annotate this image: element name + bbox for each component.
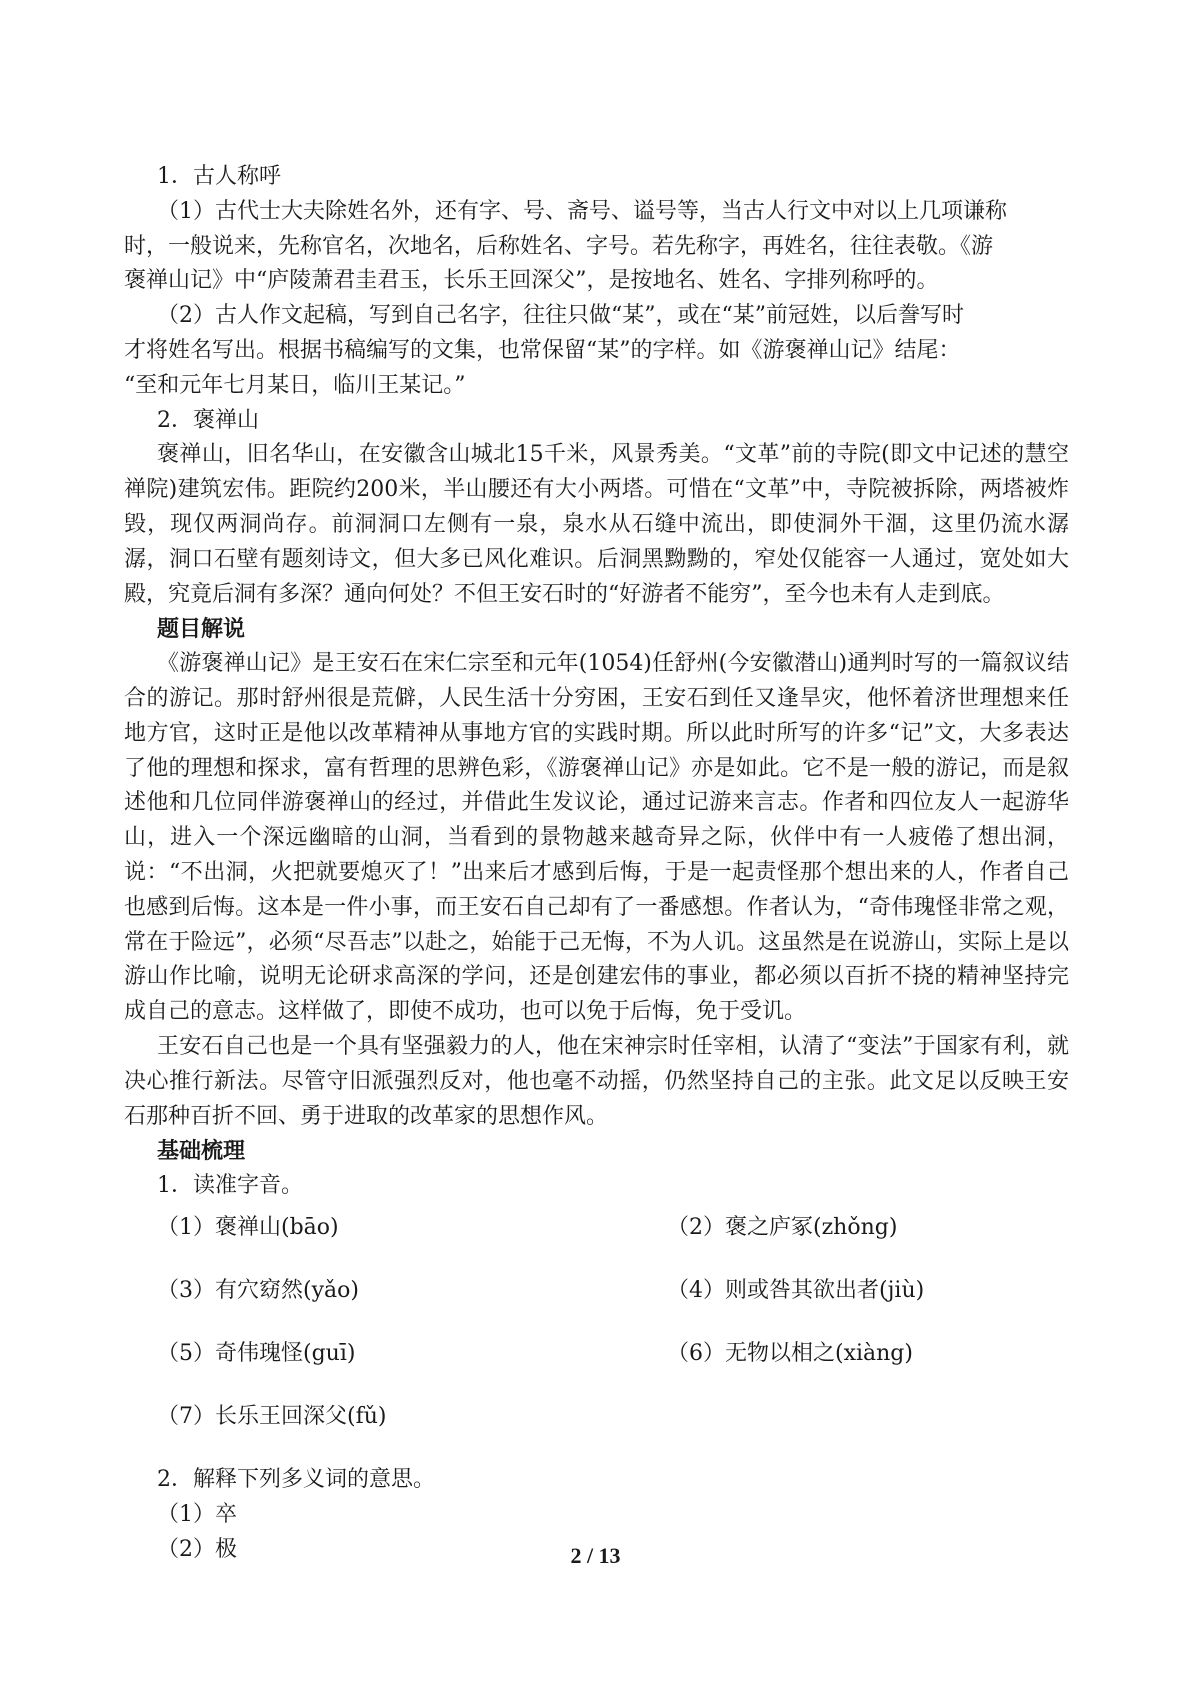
paragraph-line: 褒禅山记》中“庐陵萧君圭君玉，长乐王回深父”，是按地名、姓名、字排列称呼的。 [124, 268, 939, 294]
question-polysemy: 2．解释下列多义词的意思。 [157, 1466, 435, 1492]
section-heading-title-explanation: 题目解说 [157, 616, 246, 643]
pronunciation-item: （7）长乐王回深父(fǔ) [157, 1403, 387, 1429]
paragraph-line: （1）古代士大夫除姓名外，还有字、号、斋号、谥号等，当古人行文中对以上几项谦称 [157, 198, 1007, 224]
paragraph-baochan-mountain: 褒禅山，旧名华山，在安徽含山城北15千米，风景秀美。“文革”前的寺院(即文中记述的慧空禅院)建筑宏伟。距院约200米，半山腰还有大小两塔。可惜在“文革”中，寺院被拆除，两塔被炸毁，现仅两洞尚存。前洞洞口左侧有一泉，泉水从石缝中流出，即使洞外干涸，这里仍流水潺潺，洞口石壁有题刻诗文，但大多已风化难识。后洞黑黝黝的，窄处仅能容一人通过，宽处如大殿，究竟后洞有多深？通向何处？不但王安石时的“好游者不能穷”，至今也未有人走到底。 [124, 442, 1069, 607]
paragraph-line: “至和元年七月某日，临川王某记。” [124, 372, 466, 398]
page-number: 2 / 13 [570, 1543, 621, 1568]
section-heading-baochan-mountain: 2．褒禅山 [157, 407, 259, 433]
pronunciation-item: （4）则或咎其欲出者(jiù) [667, 1277, 925, 1303]
pronunciation-row [124, 1400, 1069, 1463]
paragraph-line: 才将姓名写出。根据书稿编写的文集，也常保留“某”的字样。如《游褒禅山记》结尾： [124, 337, 961, 363]
paragraph-title-explanation-2: 王安石自己也是一个具有坚强毅力的人，他在宋神宗时任宰相，认清了“变法”于国家有利，就决心推行新法。尽管守旧派强烈反对，他也毫不动摇，仍然坚持自己的主张。此文足以反映王安石那种百折不回、勇于进取的改革家的思想作风。 [124, 1033, 1069, 1129]
page-content [124, 160, 1069, 1567]
polysemy-item: （1）卒 [157, 1501, 237, 1527]
polysemy-item: （2）极 [157, 1536, 237, 1562]
question-pronunciation: 1．读准字音。 [157, 1173, 303, 1199]
paragraph-line: （2）古人作文起稿，写到自己名字，往往只做“某”，或在“某”前冠姓，以后誊写时 [157, 303, 964, 329]
pronunciation-grid [124, 1211, 1069, 1463]
section-heading-ancient-names: 1．古人称呼 [157, 164, 281, 189]
pronunciation-item: （3）有穴窈然(yǎo) [157, 1277, 359, 1303]
pronunciation-item: （1）褒禅山(bāo) [157, 1214, 339, 1240]
paragraph-title-explanation-1: 《游褒禅山记》是王安石在宋仁宗至和元年(1054)任舒州(今安徽潜山)通判时写的一篇叙议结合的游记。那时舒州很是荒僻，人民生活十分穷困，王安石到任又逢旱灾，他怀着济世理想来任地方官，这时正是他以改革精神从事地方官的实践时期。所以此时所写的许多“记”文，大多表达了他的理想和探求，富有哲理的思辨色彩，《游褒禅山记》亦是如此。它不是一般的游记，而是叙述他和几位同伴游褒禅山的经过，并借此生发议论，通过记游来言志。作者和四位友人一起游华山，进入一个深远幽暗的山洞，当看到的景物越来越奇异之际，伙伴中有一人疲倦了想出洞，说：“不出洞，火把就要熄灭了！”出来后才感到后悔，于是一起责怪那个想出来的人，作者自己也感到后悔。这本是一件小事，而王安石自己却有了一番感想。作者认为，“奇伟瑰怪非常之观，常在于险远”，必须“尽吾志”以赴之，始能于己无悔，不为人讥。这虽然是在说游山，实际上是以游山作比喻，说明无论研求高深的学问，还是创建宏伟的事业，都必须以百折不挠的精神坚持完成自己的意志。这样做了，即使不成功，也可以免于后悔，免于受讥。 [124, 651, 1069, 1025]
pronunciation-row [124, 1337, 1069, 1400]
section-heading-basics: 基础梳理 [157, 1138, 246, 1165]
paragraph-line: 时，一般说来，先称官名，次地名，后称姓名、字号。若先称字，再姓名，往往表敬。《游 [124, 233, 994, 259]
pronunciation-item: （2）褒之庐冢(zhǒng) [667, 1214, 898, 1240]
pronunciation-row [124, 1274, 1069, 1337]
pronunciation-item: （6）无物以相之(xiàng) [667, 1340, 913, 1366]
pronunciation-item: （5）奇伟瑰怪(guī) [157, 1340, 356, 1366]
pronunciation-row [124, 1211, 1069, 1274]
